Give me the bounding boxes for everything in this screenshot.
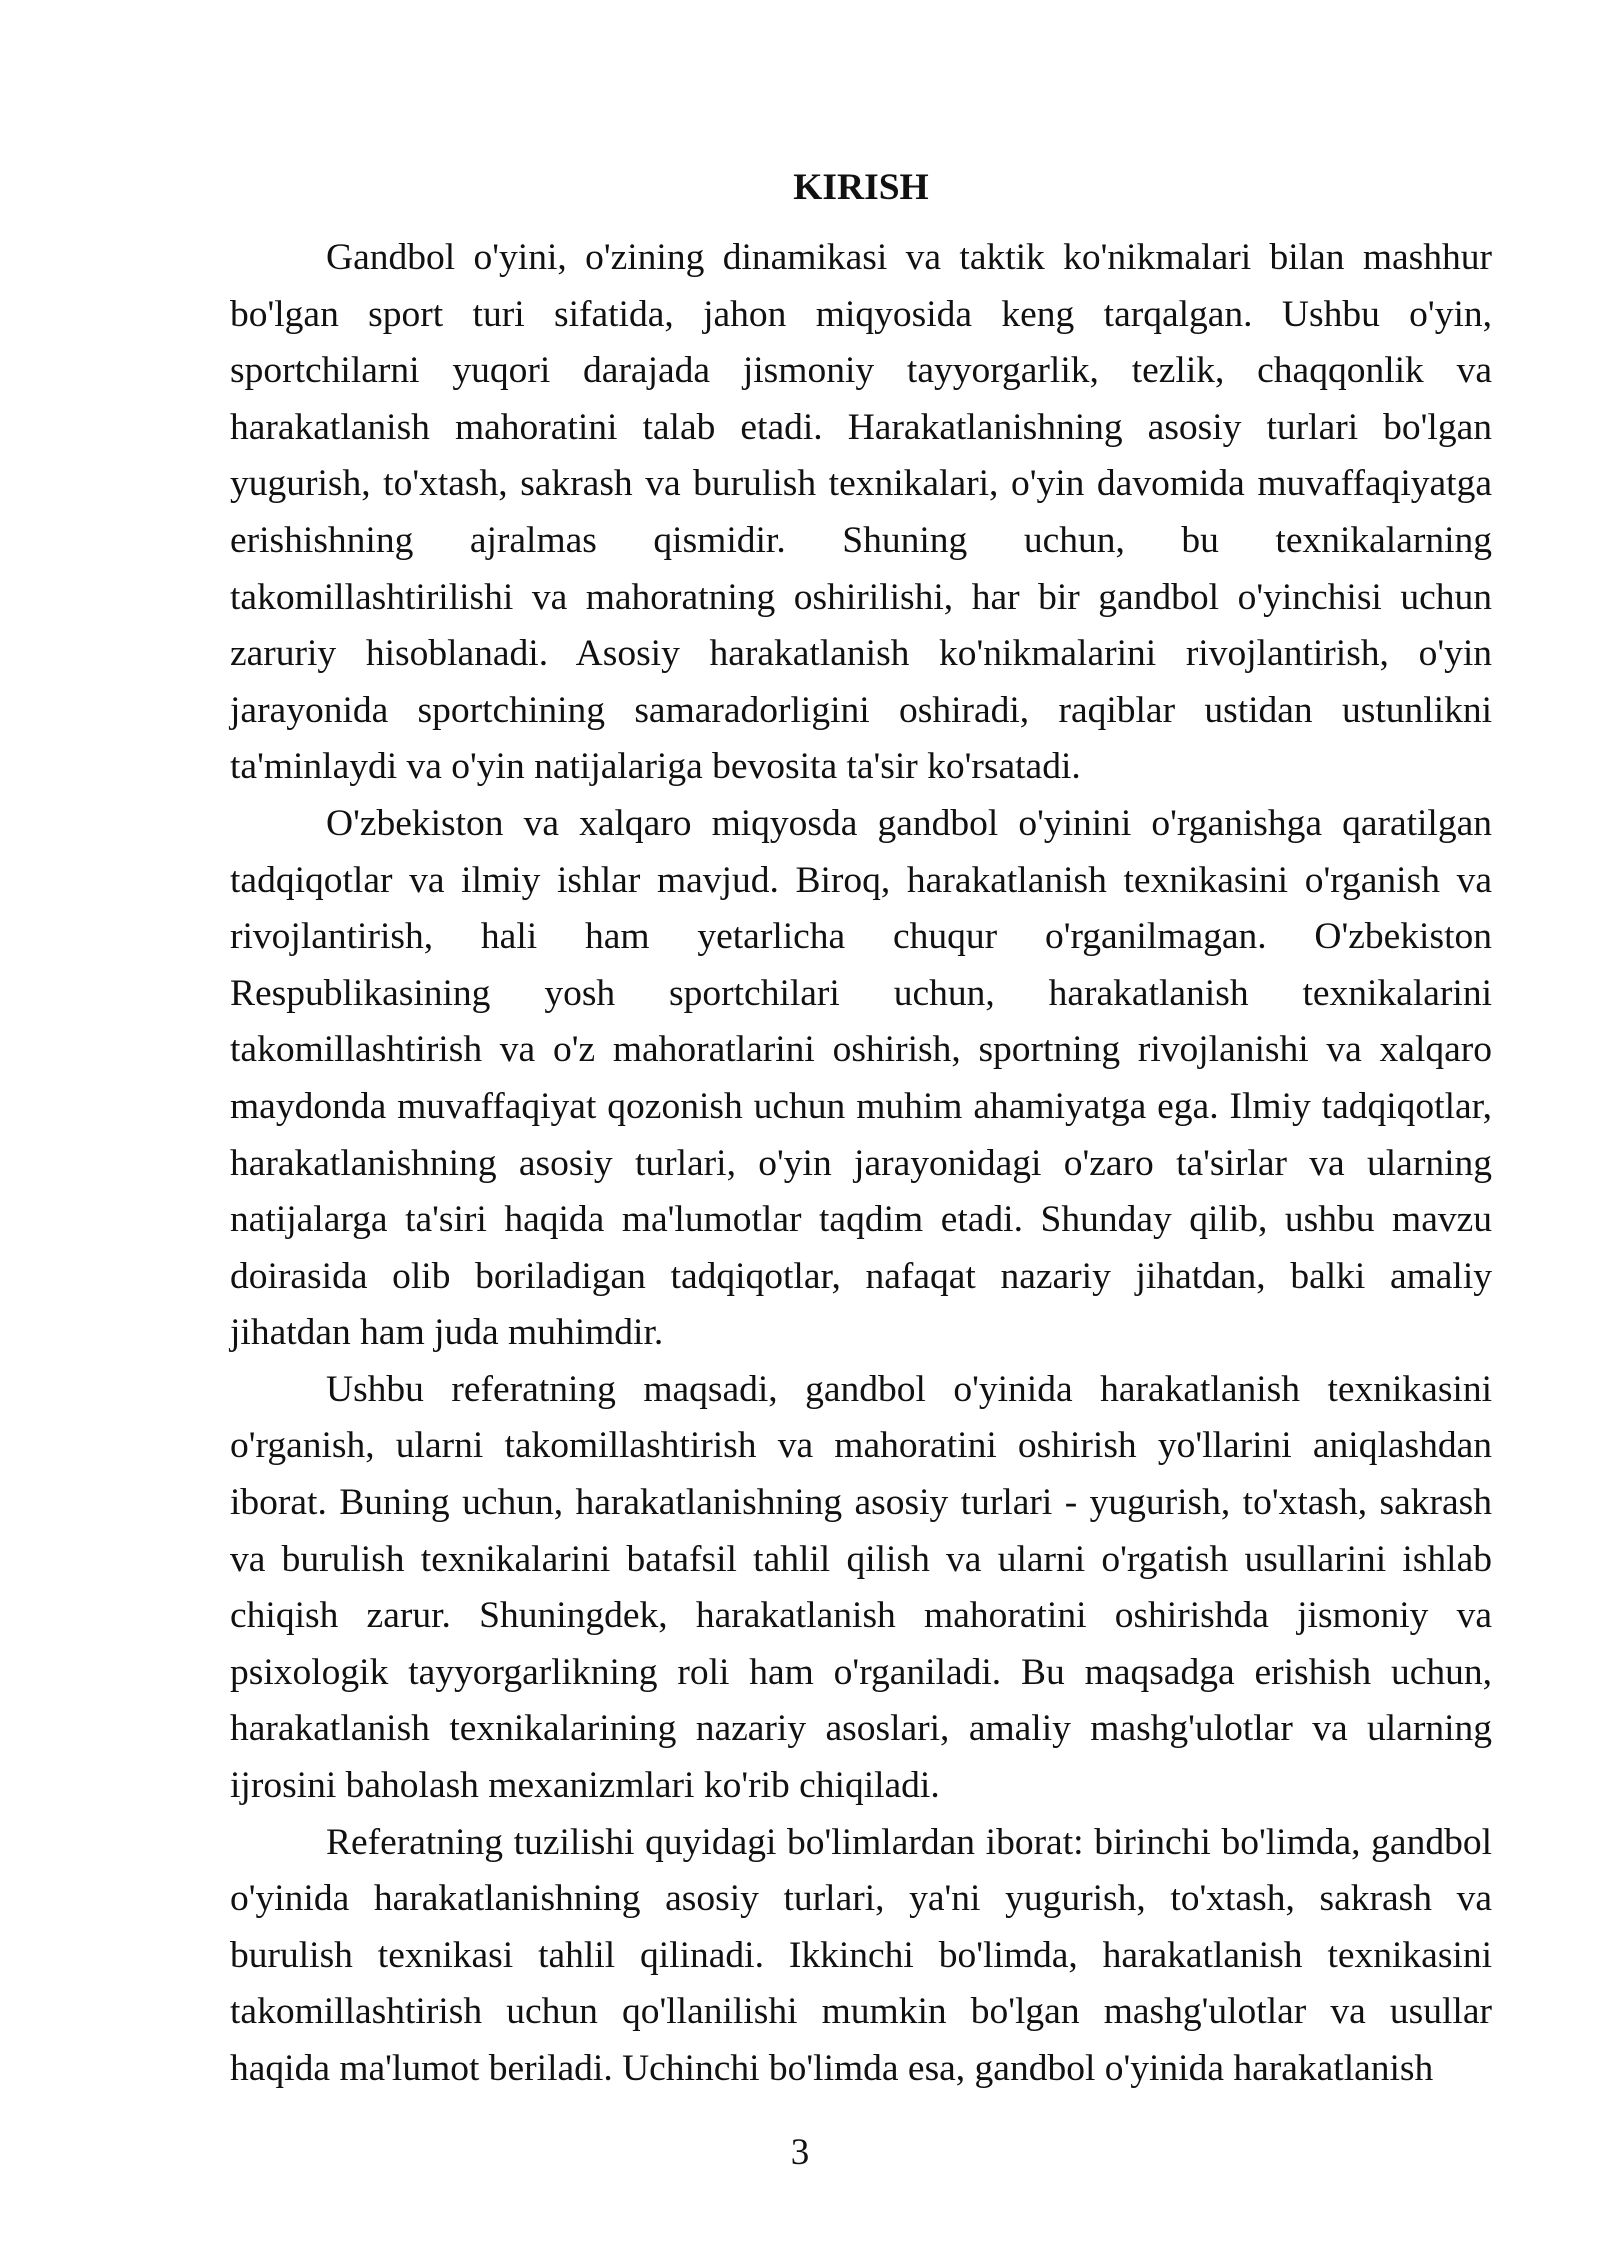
paragraph-3: Ushbu referatning maqsadi, gandbol o'yinida harakatlanish texnikasini o'rganish, ularni takomillashtirish va mahoratini oshirish yo'llarini aniqlashdan iborat. Buning uchun, harakatlanishning asosiy turlari - yugurish, to'xtash, sakrash va burulish texnikalarini batafsil tahlil qilish va ularni o'rgatish usullarini ishlab chiqish zarur. Shuningdek, harakatlanish mahoratini oshirishda jismoniy va psixologik tayyorgarlikning roli ham o'rganiladi. Bu maqsadga erishish uchun, harakatlanish texnikalarining nazariy asoslari, amaliy mashg'ulotlar va ularning ijrosini baholash mexanizmlari ko'rib chiqiladi. bbox=[230, 1368, 1492, 1807]
paragraph-2: O'zbekiston va xalqaro miqyosda gandbol o'yinini o'rganishga qaratilgan tadqiqotlar va ilmiy ishlar mavjud. Biroq, harakatlanish texnikasini o'rganish va rivojlantirish, hali ham yetarlicha chuqur o'rganilmagan. O'zbekiston Respublikasining yosh sportchilari uchun, harakatlanish texnikalarini takomillashtirish va o'z mahoratlarini oshirish, sportning rivojlanishi va xalqaro maydonda muvaffaqiyat qozonish uchun muhim ahamiyatga ega. Ilmiy tadqiqotlar, harakatlanishning asosiy turlari, o'yin jarayonidagi o'zaro ta'sirlar va ularning natijalarga ta'siri haqida ma'lumotlar taqdim etadi. Shunday qilib, ushbu mavzu doirasida olib boriladigan tadqiqotlar, nafaqat nazariy jihatdan, balki amaliy jihatdan ham juda muhimdir. bbox=[230, 802, 1492, 1354]
paragraph-1: Gandbol o'yini, o'zining dinamikasi va taktik ko'nikmalari bilan mashhur bo'lgan sport turi sifatida, jahon miqyosida keng tarqalgan. Ushbu o'yin, sportchilarni yuqori darajada jismoniy tayyorgarlik, tezlik, chaqqonlik va harakatlanish mahoratini talab etadi. Harakatlanishning asosiy turlari bo'lgan yugurish, to'xtash, sakrash va burulish texnikalari, o'yin davomida muvaffaqiyatga erishishning ajralmas qismidir. Shuning uchun, bu texnikalarning takomillashtirilishi va mahoratning oshirilishi, har bir gandbol o'yinchisi uchun zaruriy hisoblanadi. Asosiy harakatlanish ko'nikmalarini rivojlantirish, o'yin jarayonida sportchining samaradorligini oshiradi, raqiblar ustidan ustunlikni ta'minlaydi va o'yin natijalariga bevosita ta'sir ko'rsatadi. bbox=[230, 237, 1492, 788]
page-number: 3 bbox=[790, 2132, 810, 2173]
page-content bbox=[230, 160, 1492, 2098]
paragraph-4: Referatning tuzilishi quyidagi bo'limlardan iborat: birinchi bo'limda, gandbol o'yinida harakatlanishning asosiy turlari, ya'ni yugurish, to'xtash, sakrash va burulish texnikasi tahlil qilinadi. Ikkinchi bo'limda, harakatlanish texnikasini takomillashtirish uchun qo'llanilishi mumkin bo'lgan mashg'ulotlar va usullar haqida ma'lumot beriladi. Uchinchi bo'limda esa, gandbol o'yinida harakatlanish bbox=[230, 1821, 1492, 2089]
section-title: KIRISH bbox=[793, 167, 929, 208]
